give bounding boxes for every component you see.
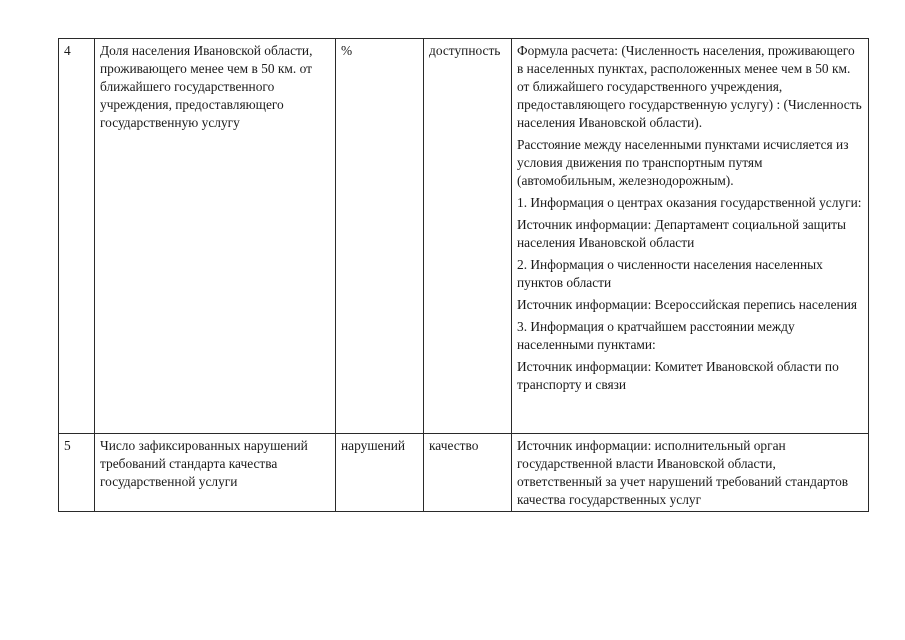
description-paragraph: Источник информации: Комитет Ивановской области по транспорту и связи [517, 359, 839, 392]
table-row [59, 39, 869, 434]
indicator-type: доступность [424, 39, 512, 434]
description-paragraph: Формула расчета: (Численность населения, проживающего в населенных пунктах, расположенных менее чем в 50 км. от ближайшего государственного учреждения, предоставляющего государственную услугу) : (Численность населения Ивановской области). [517, 43, 862, 130]
indicator-name: Число зафиксированных нарушений требований стандарта качества государственной услуги [95, 434, 336, 512]
description-paragraph: Источник информации: Всероссийская перепись населения [517, 297, 858, 312]
description-paragraph: Источник информации: исполнительный орган государственной власти Ивановской области, ответственный за учет нарушений требований стандартов качества государственных услуг [517, 438, 849, 507]
table-row [59, 434, 869, 512]
row-number: 4 [59, 39, 95, 434]
description-paragraph: 1. Информация о центрах оказания государственной услуги: [517, 195, 862, 210]
indicator-name: Доля населения Ивановской области, проживающего менее чем в 50 км. от ближайшего государственного учреждения, предоставляющего государственную услугу [95, 39, 336, 434]
description-paragraph: 3. Информация о кратчайшем расстоянии между населенными пунктами: [517, 319, 795, 352]
indicators-table [58, 38, 869, 512]
indicator-type: качество [424, 434, 512, 512]
description-paragraph: Источник информации: Департамент социальной защиты населения Ивановской области [517, 217, 847, 250]
calculation-description [512, 434, 869, 512]
row-number: 5 [59, 434, 95, 512]
calculation-description [512, 39, 869, 434]
description-paragraph: 2. Информация о численности населения населенных пунктов области [517, 257, 823, 290]
unit-of-measure: % [336, 39, 424, 434]
unit-of-measure: нарушений [336, 434, 424, 512]
description-paragraph: Расстояние между населенными пунктами исчисляется из условия движения по транспортным путям (автомобильным, железнодорожным). [517, 137, 849, 188]
